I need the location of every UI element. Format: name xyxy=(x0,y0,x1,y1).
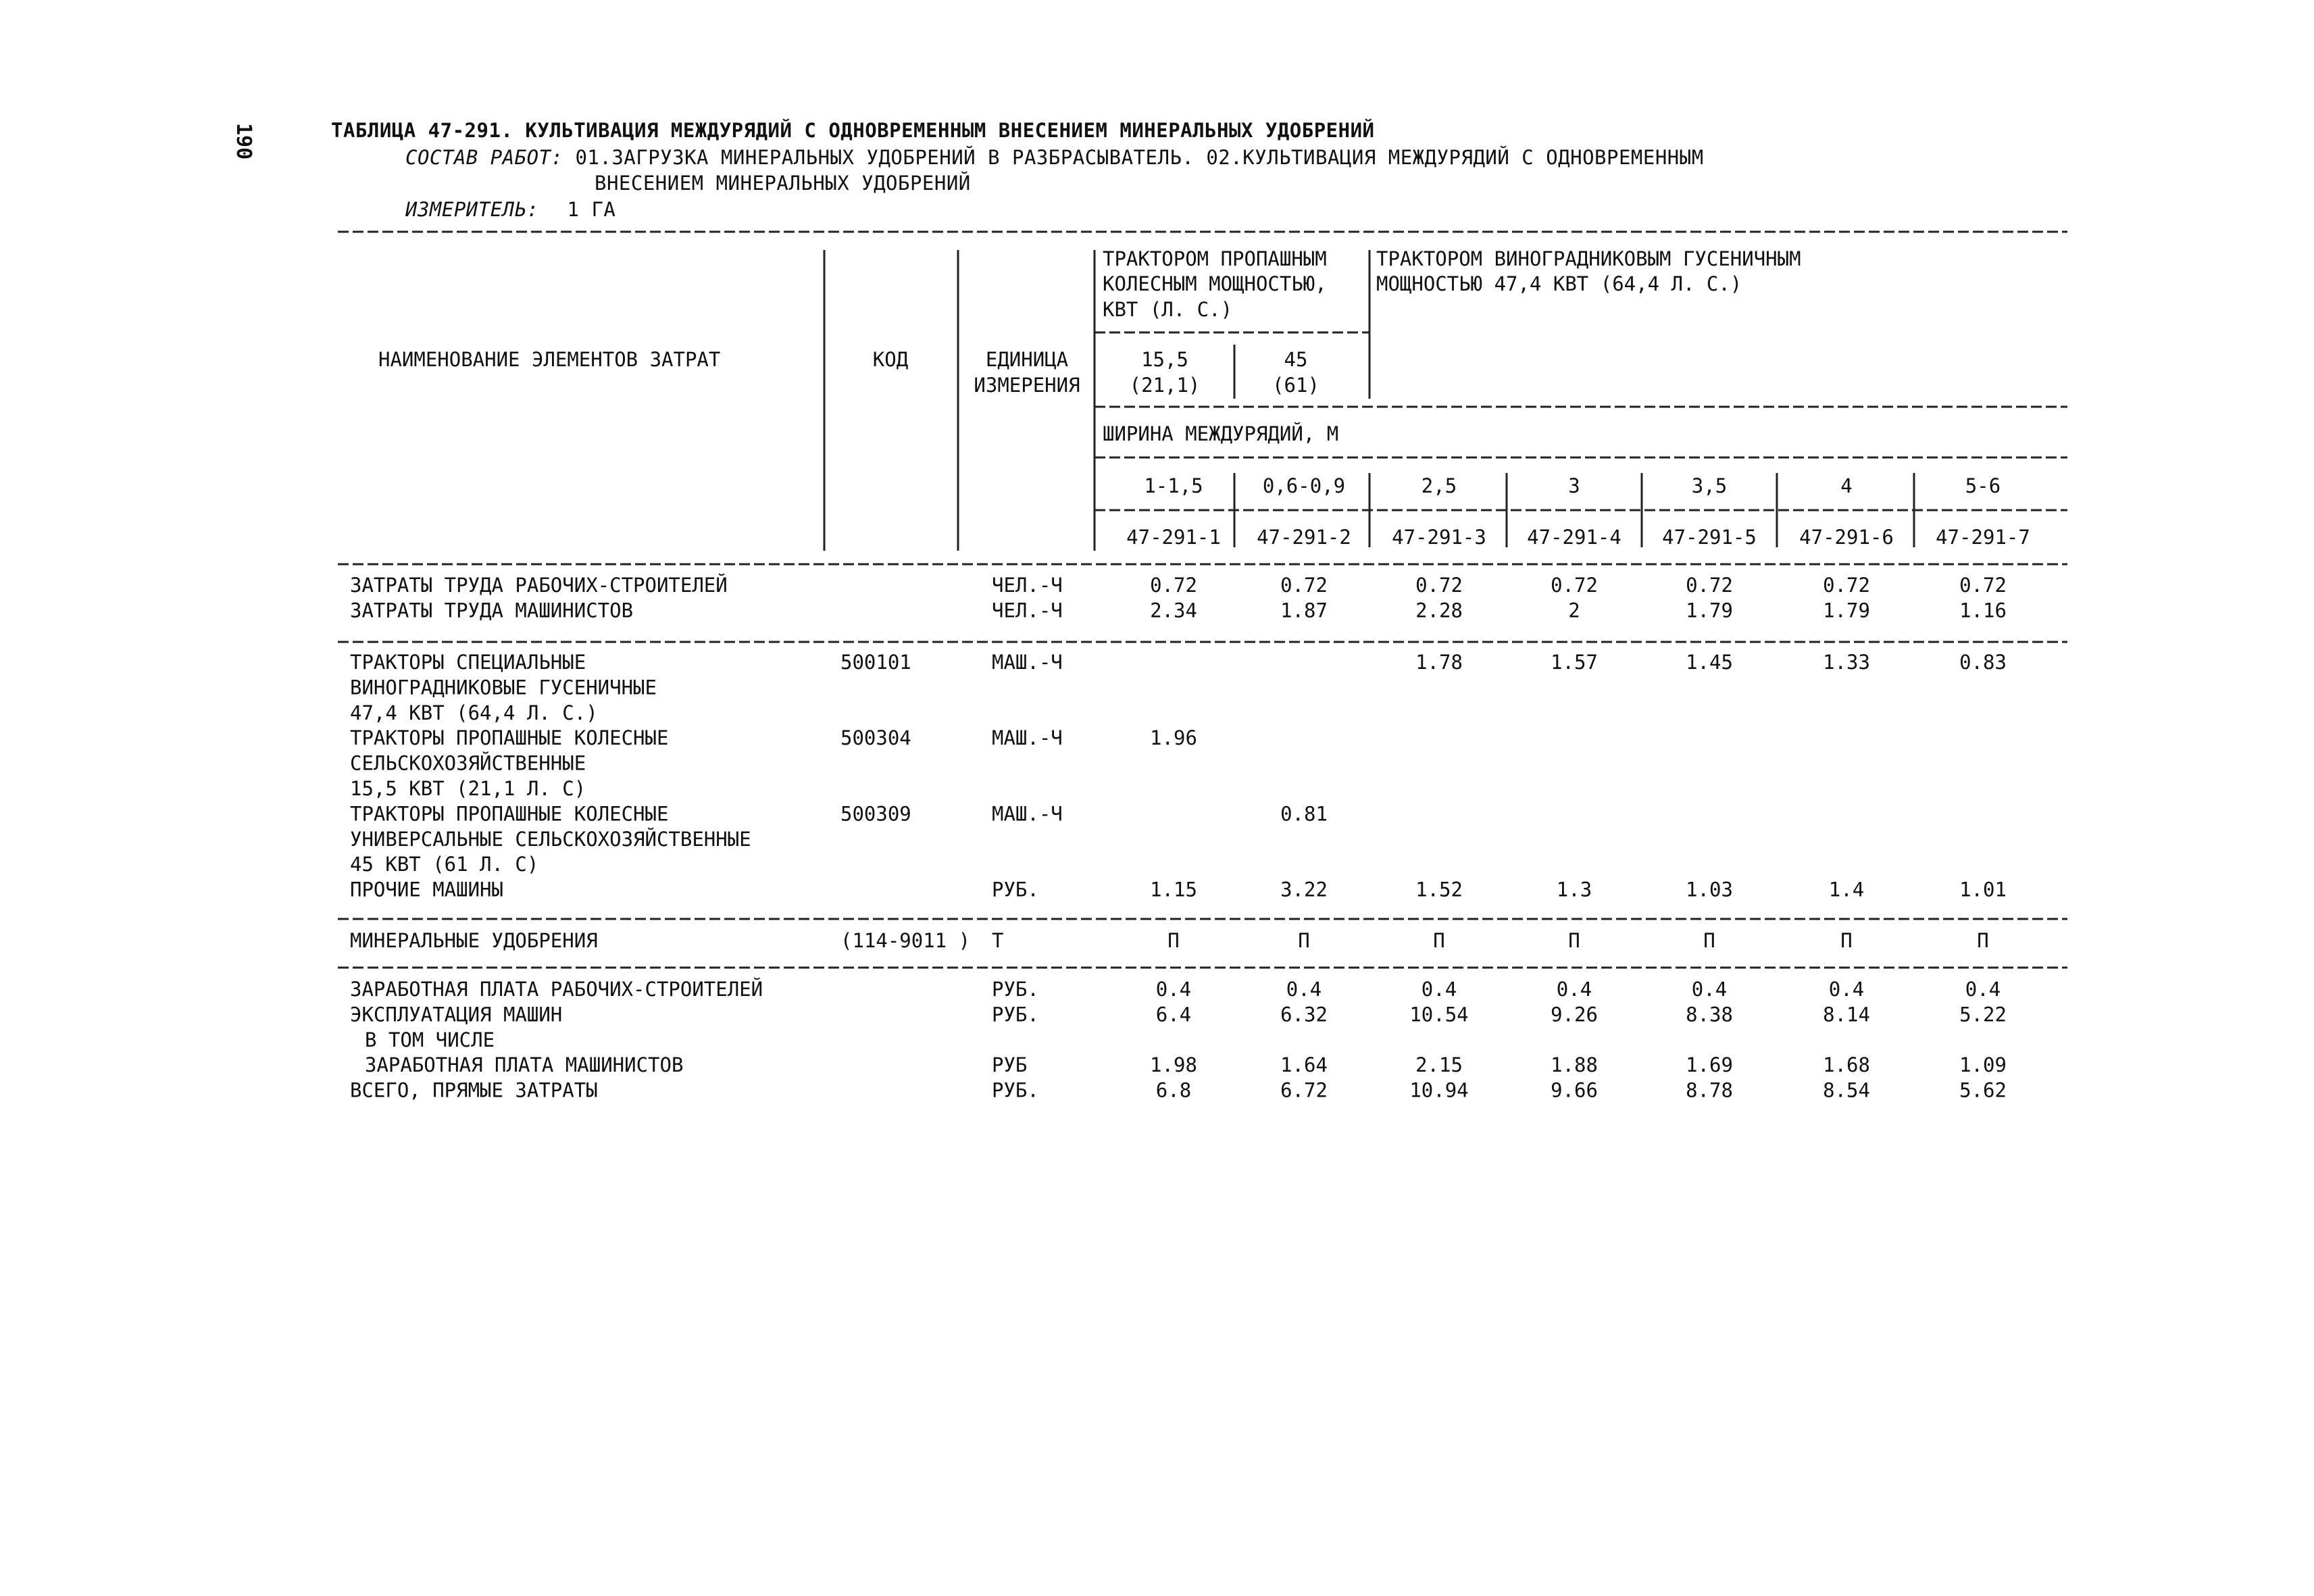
row-value-cell: 0.72 xyxy=(1150,574,1197,597)
table-header xyxy=(378,247,2030,549)
header-width-cell: 3,5 xyxy=(1691,474,1728,497)
row-name-line: ЗАТРАТЫ ТРУДА МАШИНИСТОВ xyxy=(350,599,634,622)
header-norm-code-cell: 47-291-3 xyxy=(1392,526,1486,549)
header-group2-line1: ТРАКТОРОМ ВИНОГРАДНИКОВЫМ ГУСЕНИЧНЫМ xyxy=(1376,247,1801,270)
work-composition-label: СОСТАВ РАБОТ: xyxy=(405,146,563,169)
row-value-cell: 1.4 xyxy=(1828,878,1865,901)
row-unit: МАШ.-Ч xyxy=(992,726,1063,750)
row-name-line: ВИНОГРАДНИКОВЫЕ ГУСЕНИЧНЫЕ xyxy=(350,676,657,699)
row-value-cell: 1.45 xyxy=(1686,651,1733,674)
table-title: ТАБЛИЦА 47-291. КУЛЬТИВАЦИЯ МЕЖДУРЯДИЙ С ОДНОВРЕМЕННЫМ ВНЕСЕНИЕМ МИНЕРАЛЬНЫХ УДОБРЕНИЙ xyxy=(331,119,1375,142)
header-power2-line1: 45 xyxy=(1284,348,1308,371)
row-name-line: ТРАКТОРЫ СПЕЦИАЛЬНЫЕ xyxy=(350,651,586,674)
row-unit: РУБ xyxy=(992,1053,1028,1077)
row-value-cell: 0.4 xyxy=(1828,978,1865,1001)
header-unit-column-line2: ИЗМЕРЕНИЯ xyxy=(974,374,1080,397)
header-width-cells xyxy=(1144,474,2001,497)
row-value-cell: 0.72 xyxy=(1686,574,1733,597)
row-value-cell: 6.8 xyxy=(1155,1078,1192,1102)
row-value-cell: 0.4 xyxy=(1691,978,1728,1001)
row-value-cell: 6.4 xyxy=(1155,1003,1192,1026)
row-value-cell: 1.64 xyxy=(1280,1053,1328,1077)
header-power1-line1: 15,5 xyxy=(1141,348,1188,371)
row-value-cell: 5.62 xyxy=(1959,1078,2007,1102)
header-group1-line2: КОЛЕСНЫМ МОЩНОСТЬЮ, xyxy=(1103,272,1327,295)
row-value-cell: 1.98 xyxy=(1150,1053,1197,1077)
row-name-line: ВСЕГО, ПРЯМЫЕ ЗАТРАТЫ xyxy=(350,1078,598,1102)
row-value-cell: 9.66 xyxy=(1551,1078,1598,1102)
row-unit: Т xyxy=(992,929,1004,952)
row-name-line: 15,5 КВТ (21,1 Л. С) xyxy=(350,777,586,800)
row-value-cell: 0.4 xyxy=(1155,978,1192,1001)
measurement-unit-value: 1 ГА xyxy=(567,198,616,221)
row-value-cell: 1.16 xyxy=(1959,599,2007,622)
row-value-cell: 0.4 xyxy=(1965,978,2001,1001)
measurement-unit-label: ИЗМЕРИТЕЛЬ: xyxy=(405,198,539,221)
row-value-cell: 2.28 xyxy=(1415,599,1463,622)
header-norm-code-cell: 47-291-4 xyxy=(1527,526,1621,549)
header-width-cell: 0,6-0,9 xyxy=(1262,474,1346,497)
table-row xyxy=(350,802,1328,876)
header-width-cell: 2,5 xyxy=(1421,474,1457,497)
row-value-cell: 0.72 xyxy=(1551,574,1598,597)
header-name-column: НАИМЕНОВАНИЕ ЭЛЕМЕНТОВ ЗАТРАТ xyxy=(378,348,721,371)
row-name-line: ПРОЧИЕ МАШИНЫ xyxy=(350,878,503,901)
header-power1-line2: (21,1) xyxy=(1129,374,1201,397)
row-name-line: ТРАКТОРЫ ПРОПАШНЫЕ КОЛЕСНЫЕ xyxy=(350,802,669,826)
row-name-line: ЗАРАБОТНАЯ ПЛАТА РАБОЧИХ-СТРОИТЕЛЕЙ xyxy=(350,978,763,1001)
row-code: (114-9011 ) xyxy=(840,929,971,952)
table-row xyxy=(350,978,2001,1001)
row-value-cell: 1.79 xyxy=(1823,599,1870,622)
row-value-cell: 1.88 xyxy=(1551,1053,1598,1077)
row-value-cell: 0.4 xyxy=(1556,978,1592,1001)
table-row xyxy=(350,878,2007,901)
row-unit: ЧЕЛ.-Ч xyxy=(992,599,1063,622)
row-value-cell: 8.14 xyxy=(1823,1003,1870,1026)
row-name-line: МИНЕРАЛЬНЫЕ УДОБРЕНИЯ xyxy=(350,929,598,952)
header-norm-code-cell: 47-291-2 xyxy=(1257,526,1351,549)
row-value-cell: 0.72 xyxy=(1823,574,1870,597)
row-value-cell: 1.01 xyxy=(1959,878,2007,901)
row-value-cell: 1.78 xyxy=(1415,651,1463,674)
table-row xyxy=(365,1028,495,1051)
row-value-cell: 0.81 xyxy=(1280,802,1328,826)
row-value-cell: 1.33 xyxy=(1823,651,1870,674)
row-value-cell: П xyxy=(1977,929,1989,952)
row-value-cell: 0.83 xyxy=(1959,651,2007,674)
row-value-cell: 0.72 xyxy=(1280,574,1328,597)
row-value-cell: 10.94 xyxy=(1409,1078,1469,1102)
header-row-width-label: ШИРИНА МЕЖДУРЯДИЙ, М xyxy=(1103,422,1339,445)
row-name-line: 47,4 КВТ (64,4 Л. С.) xyxy=(350,701,598,724)
row-value-cell: 6.32 xyxy=(1280,1003,1328,1026)
header-group1-line3: КВТ (Л. С.) xyxy=(1103,298,1233,321)
row-value-cell: 1.52 xyxy=(1415,878,1463,901)
row-unit: РУБ. xyxy=(992,1078,1039,1102)
header-norm-code-cell: 47-291-7 xyxy=(1936,526,2030,549)
header-norm-code-cells xyxy=(1126,526,2030,549)
row-value-cell: 6.72 xyxy=(1280,1078,1328,1102)
row-unit: МАШ.-Ч xyxy=(992,802,1063,826)
row-value-cell: 0.72 xyxy=(1959,574,2007,597)
work-composition-line1: 01.ЗАГРУЗКА МИНЕРАЛЬНЫХ УДОБРЕНИЙ В РАЗБРАСЫВАТЕЛЬ. 02.КУЛЬТИВАЦИЯ МЕЖДУРЯДИЙ С ОДНОВРЕМЕННЫМ xyxy=(575,146,1704,169)
row-value-cell: 0.72 xyxy=(1415,574,1463,597)
row-name-line: СЕЛЬСКОХОЗЯЙСТВЕННЫЕ xyxy=(350,751,586,775)
row-value-cell: 0.4 xyxy=(1286,978,1322,1001)
row-value-cell: 8.78 xyxy=(1686,1078,1733,1102)
header-width-cell: 3 xyxy=(1568,474,1580,497)
row-value-cell: 1.69 xyxy=(1686,1053,1733,1077)
table-row xyxy=(350,1079,2007,1102)
row-value-cell: 0.4 xyxy=(1421,978,1457,1001)
header-norm-code-cell: 47-291-5 xyxy=(1662,526,1757,549)
row-value-cell: 1.03 xyxy=(1686,878,1733,901)
header-code-column: КОД xyxy=(872,348,909,371)
row-name-line: ЗАРАБОТНАЯ ПЛАТА МАШИНИСТОВ xyxy=(365,1053,684,1077)
header-power2-line2: (61) xyxy=(1272,374,1319,397)
row-value-cell: 2 xyxy=(1568,599,1580,622)
row-value-cell: 2.15 xyxy=(1415,1053,1463,1077)
table-row xyxy=(350,929,1989,952)
row-unit: ЧЕЛ.-Ч xyxy=(992,574,1063,597)
row-name-line: УНИВЕРСАЛЬНЫЕ СЕЛЬСКОХОЗЯЙСТВЕННЫЕ xyxy=(350,827,751,851)
row-code: 500304 xyxy=(840,726,911,750)
header-group2-line2: МОЩНОСТЬЮ 47,4 КВТ (64,4 Л. С.) xyxy=(1376,272,1742,295)
row-value-cell: 1.68 xyxy=(1823,1053,1870,1077)
row-unit: РУБ. xyxy=(992,1003,1039,1026)
row-unit: РУБ. xyxy=(992,978,1039,1001)
table-row xyxy=(365,1053,2007,1076)
table-row xyxy=(350,1003,2007,1026)
row-name-line: 45 КВТ (61 Л. С) xyxy=(350,853,539,876)
table-body xyxy=(350,574,2007,1102)
header-width-cell: 4 xyxy=(1840,474,1853,497)
row-value-cell: 1.96 xyxy=(1150,726,1197,750)
row-value-cell: 8.54 xyxy=(1823,1078,1870,1102)
row-value-cell: П xyxy=(1840,929,1853,952)
header-norm-code-cell: 47-291-6 xyxy=(1799,526,1894,549)
row-value-cell: 3.22 xyxy=(1280,878,1328,901)
table-row xyxy=(350,651,2007,724)
row-value-cell: 1.3 xyxy=(1556,878,1592,901)
row-name-line: ТРАКТОРЫ ПРОПАШНЫЕ КОЛЕСНЫЕ xyxy=(350,726,669,750)
row-value-cell: П xyxy=(1703,929,1715,952)
row-name-line: ЗАТРАТЫ ТРУДА РАБОЧИХ-СТРОИТЕЛЕЙ xyxy=(350,574,728,597)
header-group1-line1: ТРАКТОРОМ ПРОПАШНЫМ xyxy=(1103,247,1327,270)
row-value-cell: 1.57 xyxy=(1551,651,1598,674)
row-value-cell: П xyxy=(1298,929,1310,952)
header-unit-column-line1: ЕДИНИЦА xyxy=(985,348,1069,371)
row-value-cell: 1.87 xyxy=(1280,599,1328,622)
table-row xyxy=(350,599,2007,622)
row-value-cell: 10.54 xyxy=(1409,1003,1469,1026)
work-composition-line2: ВНЕСЕНИЕМ МИНЕРАЛЬНЫХ УДОБРЕНИЙ xyxy=(595,172,971,195)
row-value-cell: 1.79 xyxy=(1686,599,1733,622)
row-value-cell: 9.26 xyxy=(1551,1003,1598,1026)
row-value-cell: 8.38 xyxy=(1686,1003,1733,1026)
row-value-cell: П xyxy=(1433,929,1445,952)
row-value-cell: 5.22 xyxy=(1959,1003,2007,1026)
table-row xyxy=(350,574,2007,597)
header-norm-code-cell: 47-291-1 xyxy=(1126,526,1221,549)
table-row xyxy=(350,726,1197,800)
row-code: 500309 xyxy=(840,802,911,826)
row-value-cell: 1.15 xyxy=(1150,878,1197,901)
page-number: 190 xyxy=(232,123,255,160)
row-value-cell: П xyxy=(1568,929,1580,952)
row-value-cell: П xyxy=(1167,929,1180,952)
row-name-line: В ТОМ ЧИСЛЕ xyxy=(365,1028,495,1051)
row-unit: МАШ.-Ч xyxy=(992,651,1063,674)
row-unit: РУБ. xyxy=(992,878,1039,901)
row-name-line: ЭКСПЛУАТАЦИЯ МАШИН xyxy=(350,1003,563,1026)
row-code: 500101 xyxy=(840,651,911,674)
row-value-cell: 1.09 xyxy=(1959,1053,2007,1077)
header-width-cell: 1-1,5 xyxy=(1144,474,1203,497)
row-value-cell: 2.34 xyxy=(1150,599,1197,622)
header-width-cell: 5-6 xyxy=(1965,474,2001,497)
